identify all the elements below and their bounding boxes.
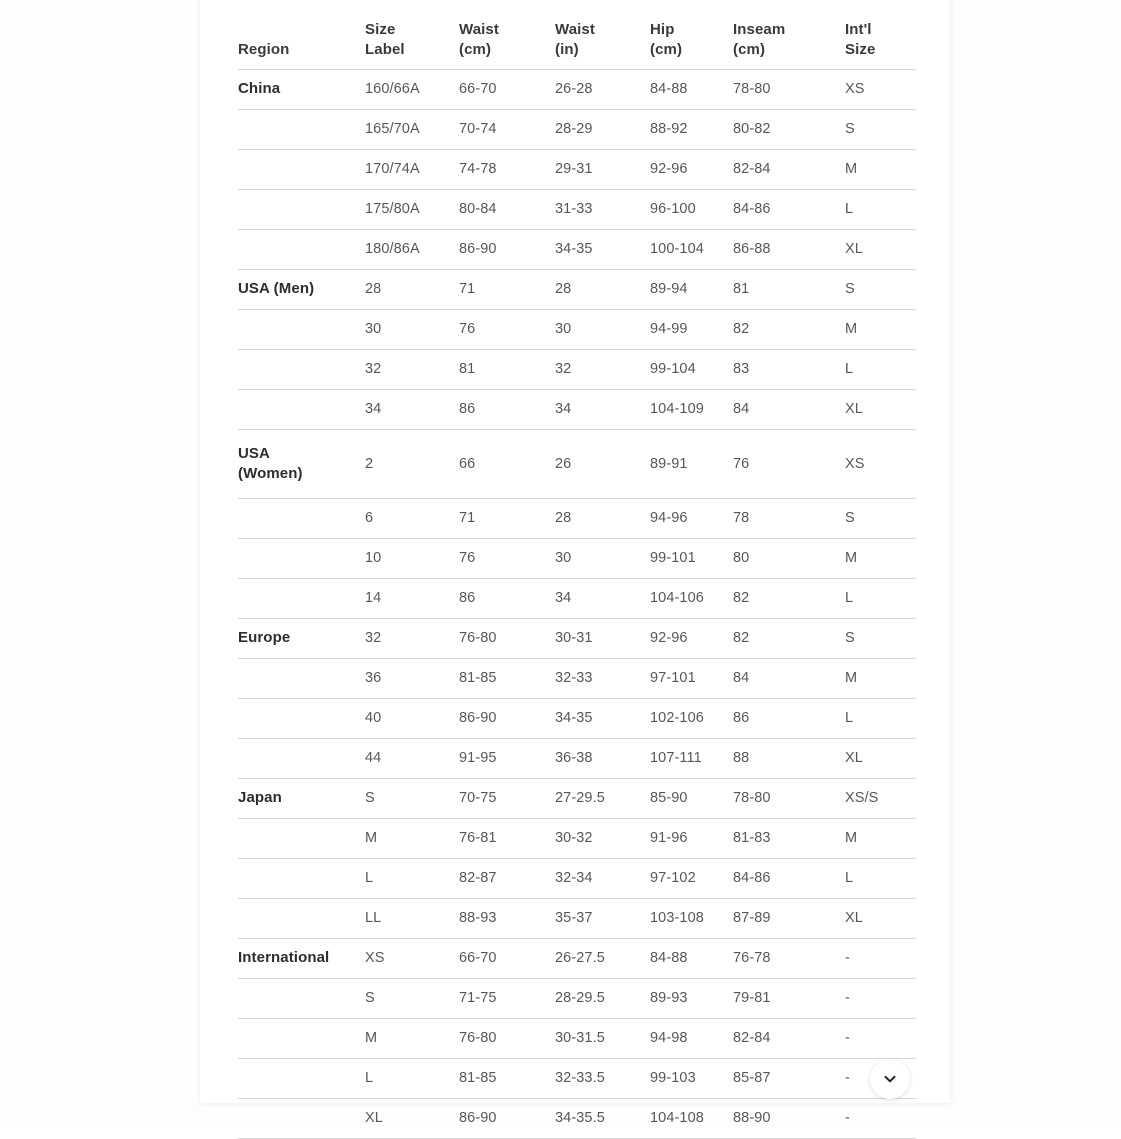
table-row	[238, 619, 916, 659]
cell-sizelabel: 165/70A	[365, 110, 459, 150]
cell-hipcm: 84-88	[650, 70, 733, 110]
cell-waistin: 30-31.5	[555, 1019, 650, 1059]
cell-inseamcm: 76	[733, 430, 845, 499]
cell-inseamcm: 81-83	[733, 819, 845, 859]
cell-inseamcm: 82	[733, 579, 845, 619]
cell-waistin: 32	[555, 350, 650, 390]
cell-inseamcm: 86-88	[733, 230, 845, 270]
cell-waistin: 34-35	[555, 230, 650, 270]
region-label-cell	[238, 430, 365, 499]
column-header-line: Size	[845, 41, 876, 59]
region-label: USA (Women)	[238, 444, 303, 482]
cell-sizelabel: 32	[365, 619, 459, 659]
region-label-cell	[238, 699, 365, 739]
cell-waistin: 35-37	[555, 899, 650, 939]
cell-inseamcm: 84	[733, 659, 845, 699]
table-row	[238, 70, 916, 110]
cell-inseamcm: 84-86	[733, 190, 845, 230]
cell-hipcm: 97-102	[650, 859, 733, 899]
cell-waistin: 29-31	[555, 150, 650, 190]
cell-hipcm: 103-108	[650, 899, 733, 939]
table-row	[238, 390, 916, 430]
cell-waistin: 30-32	[555, 819, 650, 859]
table-row	[238, 579, 916, 619]
region-label-cell	[238, 779, 365, 819]
cell-waistin: 26-27.5	[555, 939, 650, 979]
cell-intlsize: XL	[845, 230, 916, 270]
column-header-hip-cm	[650, 0, 733, 70]
cell-inseamcm: 82	[733, 619, 845, 659]
region-label-cell	[238, 659, 365, 699]
region-label: International	[238, 949, 330, 967]
cell-intlsize: L	[845, 350, 916, 390]
cell-waistin: 30	[555, 539, 650, 579]
cell-intlsize: M	[845, 539, 916, 579]
cell-waistcm: 71	[459, 499, 555, 539]
cell-intlsize: -	[845, 1059, 916, 1099]
table-row	[238, 1059, 916, 1099]
column-header-intl-size	[845, 0, 916, 70]
size-chart-table	[238, 0, 916, 1139]
cell-waistcm: 76-80	[459, 619, 555, 659]
cell-intlsize: S	[845, 619, 916, 659]
cell-waistcm: 86-90	[459, 1099, 555, 1139]
cell-waistcm: 86-90	[459, 699, 555, 739]
cell-intlsize: M	[845, 310, 916, 350]
cell-hipcm: 104-109	[650, 390, 733, 430]
cell-sizelabel: 2	[365, 430, 459, 499]
cell-waistin: 32-33	[555, 659, 650, 699]
cell-sizelabel: XL	[365, 1099, 459, 1139]
cell-intlsize: L	[845, 190, 916, 230]
cell-intlsize: M	[845, 819, 916, 859]
cell-hipcm: 99-104	[650, 350, 733, 390]
cell-waistcm: 66	[459, 430, 555, 499]
column-header-waist-in	[555, 0, 650, 70]
region-label: China	[238, 80, 281, 98]
table-row	[238, 739, 916, 779]
cell-waistcm: 66-70	[459, 70, 555, 110]
column-header-region	[238, 0, 365, 70]
column-header-line: Hip	[650, 21, 675, 39]
cell-waistcm: 76-80	[459, 1019, 555, 1059]
cell-sizelabel: 6	[365, 499, 459, 539]
cell-intlsize: XL	[845, 739, 916, 779]
cell-inseamcm: 80-82	[733, 110, 845, 150]
cell-hipcm: 92-96	[650, 150, 733, 190]
cell-waistcm: 76	[459, 310, 555, 350]
cell-waistcm: 82-87	[459, 859, 555, 899]
cell-hipcm: 96-100	[650, 190, 733, 230]
cell-waistcm: 81-85	[459, 659, 555, 699]
cell-intlsize: -	[845, 979, 916, 1019]
cell-sizelabel: S	[365, 779, 459, 819]
region-label-cell	[238, 579, 365, 619]
cell-waistcm: 81-85	[459, 1059, 555, 1099]
cell-hipcm: 104-106	[650, 579, 733, 619]
scroll-down-button[interactable]	[870, 1059, 910, 1099]
cell-hipcm: 94-98	[650, 1019, 733, 1059]
region-label-cell	[238, 979, 365, 1019]
table-header-row	[238, 0, 916, 70]
column-header-line: (cm)	[650, 41, 683, 59]
cell-waistcm: 74-78	[459, 150, 555, 190]
cell-hipcm: 89-91	[650, 430, 733, 499]
cell-inseamcm: 87-89	[733, 899, 845, 939]
cell-waistin: 26-28	[555, 70, 650, 110]
cell-sizelabel: 44	[365, 739, 459, 779]
column-header-line: Waist	[459, 21, 499, 39]
cell-sizelabel: L	[365, 859, 459, 899]
cell-inseamcm: 79-81	[733, 979, 845, 1019]
column-header-line: Region	[238, 41, 290, 59]
cell-waistcm: 86	[459, 390, 555, 430]
table-row	[238, 310, 916, 350]
cell-intlsize: XL	[845, 390, 916, 430]
table-row	[238, 190, 916, 230]
cell-intlsize: -	[845, 939, 916, 979]
cell-waistcm: 88-93	[459, 899, 555, 939]
cell-waistin: 28-29.5	[555, 979, 650, 1019]
cell-inseamcm: 84-86	[733, 859, 845, 899]
cell-hipcm: 89-93	[650, 979, 733, 1019]
cell-sizelabel: 32	[365, 350, 459, 390]
cell-sizelabel: 180/86A	[365, 230, 459, 270]
cell-waistin: 36-38	[555, 739, 650, 779]
cell-intlsize: -	[845, 1099, 916, 1139]
table-row	[238, 539, 916, 579]
cell-waistcm: 66-70	[459, 939, 555, 979]
table-row	[238, 899, 916, 939]
cell-waistin: 28-29	[555, 110, 650, 150]
cell-intlsize: M	[845, 150, 916, 190]
cell-sizelabel: 10	[365, 539, 459, 579]
cell-hipcm: 89-94	[650, 270, 733, 310]
region-label: Japan	[238, 789, 282, 807]
table-row	[238, 270, 916, 310]
cell-hipcm: 102-106	[650, 699, 733, 739]
cell-waistcm: 70-74	[459, 110, 555, 150]
cell-sizelabel: M	[365, 819, 459, 859]
cell-inseamcm: 80	[733, 539, 845, 579]
cell-waistcm: 76	[459, 539, 555, 579]
region-label-cell	[238, 150, 365, 190]
cell-hipcm: 99-101	[650, 539, 733, 579]
cell-waistcm: 91-95	[459, 739, 555, 779]
cell-inseamcm: 78	[733, 499, 845, 539]
table-row	[238, 1099, 916, 1139]
cell-hipcm: 99-103	[650, 1059, 733, 1099]
region-label-cell	[238, 110, 365, 150]
cell-waistcm: 86-90	[459, 230, 555, 270]
table-row	[238, 499, 916, 539]
cell-waistcm: 86	[459, 579, 555, 619]
table-row	[238, 230, 916, 270]
region-label-cell	[238, 1019, 365, 1059]
cell-waistcm: 80-84	[459, 190, 555, 230]
cell-hipcm: 91-96	[650, 819, 733, 859]
table-row	[238, 779, 916, 819]
column-header-line: Int'l	[845, 21, 872, 39]
cell-waistin: 28	[555, 499, 650, 539]
cell-sizelabel: 28	[365, 270, 459, 310]
column-header-line: (cm)	[459, 41, 492, 59]
region-label-cell	[238, 1099, 365, 1139]
table-row	[238, 859, 916, 899]
cell-waistin: 28	[555, 270, 650, 310]
cell-waistin: 26	[555, 430, 650, 499]
cell-inseamcm: 82-84	[733, 150, 845, 190]
cell-hipcm: 104-108	[650, 1099, 733, 1139]
cell-sizelabel: LL	[365, 899, 459, 939]
table-row	[238, 430, 916, 499]
cell-intlsize: L	[845, 859, 916, 899]
region-label-cell	[238, 739, 365, 779]
region-label-cell	[238, 939, 365, 979]
cell-intlsize: -	[845, 1019, 916, 1059]
cell-waistin: 34-35.5	[555, 1099, 650, 1139]
cell-inseamcm: 83	[733, 350, 845, 390]
cell-intlsize: L	[845, 579, 916, 619]
cell-waistcm: 70-75	[459, 779, 555, 819]
cell-waistin: 27-29.5	[555, 779, 650, 819]
cell-hipcm: 100-104	[650, 230, 733, 270]
cell-intlsize: XS/S	[845, 779, 916, 819]
cell-waistin: 30	[555, 310, 650, 350]
cell-waistin: 34	[555, 390, 650, 430]
cell-sizelabel: 170/74A	[365, 150, 459, 190]
table-row	[238, 150, 916, 190]
cell-inseamcm: 86	[733, 699, 845, 739]
cell-waistcm: 71	[459, 270, 555, 310]
table-row	[238, 699, 916, 739]
cell-intlsize: XS	[845, 430, 916, 499]
column-header-waist-cm	[459, 0, 555, 70]
region-label-cell	[238, 619, 365, 659]
cell-intlsize: S	[845, 110, 916, 150]
cell-intlsize: XS	[845, 70, 916, 110]
column-header-line: Size	[365, 21, 396, 39]
cell-hipcm: 84-88	[650, 939, 733, 979]
cell-hipcm: 85-90	[650, 779, 733, 819]
table-row	[238, 110, 916, 150]
cell-intlsize: S	[845, 270, 916, 310]
region-label-cell	[238, 899, 365, 939]
cell-inseamcm: 82-84	[733, 1019, 845, 1059]
table-row	[238, 1019, 916, 1059]
region-label: Europe	[238, 629, 291, 647]
cell-waistcm: 76-81	[459, 819, 555, 859]
region-label-cell	[238, 270, 365, 310]
table-header	[238, 0, 916, 70]
cell-sizelabel: 175/80A	[365, 190, 459, 230]
cell-hipcm: 94-96	[650, 499, 733, 539]
cell-waistin: 30-31	[555, 619, 650, 659]
cell-intlsize: S	[845, 499, 916, 539]
cell-sizelabel: 36	[365, 659, 459, 699]
table-row	[238, 659, 916, 699]
region-label: USA (Men)	[238, 280, 315, 298]
column-header-size-label	[365, 0, 459, 70]
cell-hipcm: 88-92	[650, 110, 733, 150]
cell-sizelabel: 160/66A	[365, 70, 459, 110]
cell-sizelabel: 14	[365, 579, 459, 619]
column-header-inseam-cm	[733, 0, 845, 70]
cell-sizelabel: 40	[365, 699, 459, 739]
cell-sizelabel: L	[365, 1059, 459, 1099]
column-header-line: Inseam	[733, 21, 786, 39]
cell-waistcm: 81	[459, 350, 555, 390]
region-label-cell	[238, 819, 365, 859]
cell-inseamcm: 82	[733, 310, 845, 350]
cell-inseamcm: 76-78	[733, 939, 845, 979]
cell-inseamcm: 78-80	[733, 70, 845, 110]
size-chart-table-container	[238, 0, 916, 1139]
region-label-cell	[238, 859, 365, 899]
cell-waistin: 31-33	[555, 190, 650, 230]
region-label-cell	[238, 190, 365, 230]
region-label-cell	[238, 350, 365, 390]
table-row	[238, 939, 916, 979]
cell-hipcm: 94-99	[650, 310, 733, 350]
region-label-cell	[238, 390, 365, 430]
column-header-line: Waist	[555, 21, 595, 39]
table-row	[238, 819, 916, 859]
cell-inseamcm: 84	[733, 390, 845, 430]
cell-intlsize: M	[845, 659, 916, 699]
table-row	[238, 350, 916, 390]
cell-intlsize: XL	[845, 899, 916, 939]
cell-waistin: 34	[555, 579, 650, 619]
region-label-cell	[238, 499, 365, 539]
cell-waistin: 32-33.5	[555, 1059, 650, 1099]
region-label-cell	[238, 539, 365, 579]
cell-sizelabel: S	[365, 979, 459, 1019]
chevron-down-icon	[882, 1071, 898, 1087]
cell-sizelabel: 34	[365, 390, 459, 430]
cell-inseamcm: 85-87	[733, 1059, 845, 1099]
cell-waistin: 34-35	[555, 699, 650, 739]
column-header-line: (cm)	[733, 41, 766, 59]
column-header-line: Label	[365, 41, 405, 59]
table-body	[238, 70, 916, 1139]
column-header-line: (in)	[555, 41, 579, 59]
cell-hipcm: 97-101	[650, 659, 733, 699]
cell-waistcm: 71-75	[459, 979, 555, 1019]
region-label-cell	[238, 1059, 365, 1099]
cell-intlsize: L	[845, 699, 916, 739]
region-label-cell	[238, 230, 365, 270]
cell-inseamcm: 78-80	[733, 779, 845, 819]
region-label-cell	[238, 310, 365, 350]
cell-waistin: 32-34	[555, 859, 650, 899]
cell-inseamcm: 88	[733, 739, 845, 779]
cell-sizelabel: XS	[365, 939, 459, 979]
cell-sizelabel: M	[365, 1019, 459, 1059]
table-row	[238, 979, 916, 1019]
region-label-cell	[238, 70, 365, 110]
cell-hipcm: 92-96	[650, 619, 733, 659]
cell-inseamcm: 88-90	[733, 1099, 845, 1139]
cell-sizelabel: 30	[365, 310, 459, 350]
cell-inseamcm: 81	[733, 270, 845, 310]
cell-hipcm: 107-111	[650, 739, 733, 779]
